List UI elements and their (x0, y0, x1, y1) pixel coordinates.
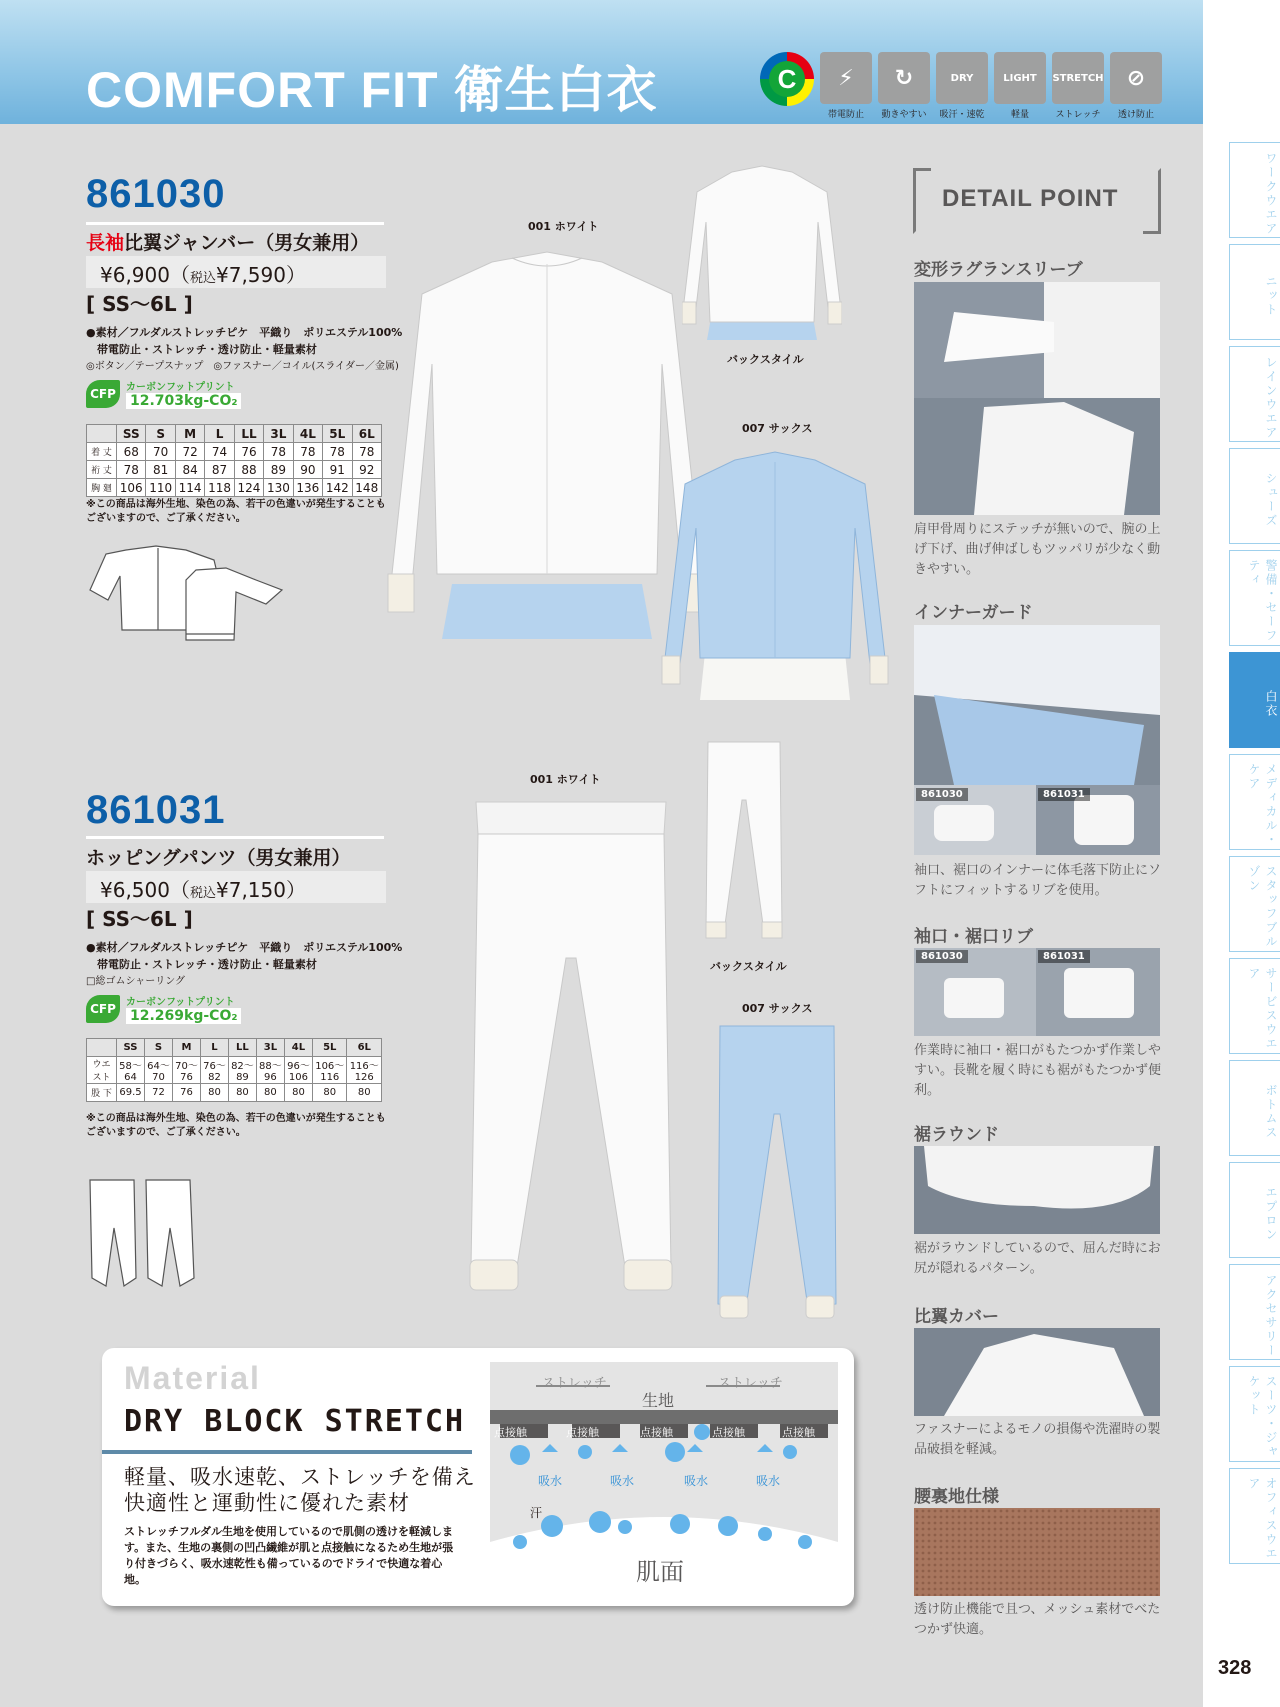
detail-heading: 袖口・裾口リブ (914, 927, 1033, 947)
table-cell: 148 (352, 479, 382, 497)
table-cell: 82〜89 (228, 1057, 256, 1084)
size-range: [ SS～6L ] (86, 907, 193, 931)
table-header-cell (87, 425, 117, 443)
table-cell: 80 (313, 1084, 347, 1102)
detail-text: 肩甲骨周りにステッチが無いので、腕の上げ下げ、曲げ伸ばしもツッパリが少なく動きやすい。 (914, 522, 1161, 577)
tab-medical-care[interactable]: メディカル・ケア (1229, 754, 1280, 850)
contact-label: 点接触 (640, 1426, 673, 1439)
table-cell: 64〜70 (144, 1057, 172, 1084)
tab-apron[interactable]: エプロン (1229, 1162, 1280, 1258)
table-header-cell: 3L (256, 1039, 284, 1057)
table-row (87, 1057, 382, 1084)
table-header-cell: M (175, 425, 204, 443)
header-banner (0, 0, 1203, 124)
table-header-cell: S (144, 1039, 172, 1057)
table-cell: 142 (323, 479, 352, 497)
table-cell: 80 (200, 1084, 228, 1102)
page-number: 328 (1218, 1657, 1252, 1679)
inner-guard-photo (914, 625, 1160, 785)
table-cell: 96〜106 (284, 1057, 312, 1084)
table-cell: ウエスト (87, 1057, 117, 1084)
detail-text: ファスナーによるモノの損傷や洗濯時の製品破損を軽減。 (914, 1422, 1161, 1457)
product-tag: 861030 (916, 788, 968, 801)
table-cell: 58〜64 (117, 1057, 145, 1084)
table-cell: 118 (205, 479, 234, 497)
cfp-badge: CFP カーボンフットプリント 12.703kg-CO₂ (86, 378, 241, 409)
detail-heading: 裾ラウンド (914, 1125, 999, 1145)
pants-white-photo (466, 798, 676, 1298)
table-header-cell: L (205, 425, 234, 443)
table-cell: 92 (352, 461, 382, 479)
table-header-cell: L (200, 1039, 228, 1057)
table-cell: 78 (352, 443, 382, 461)
detail-point-title: DETAIL POINT (942, 185, 1119, 212)
jacket-back-photo (682, 162, 842, 342)
tab-shoes[interactable]: シューズ (1229, 448, 1280, 544)
table-cell: 78 (293, 443, 322, 461)
table-header-cell (87, 1039, 117, 1057)
table-cell: 胸 廻 (87, 479, 117, 497)
tab-suit-jacket[interactable]: スーツ・ジャケット (1229, 1366, 1280, 1462)
stretch-label-right: ストレッチ (718, 1376, 783, 1391)
table-cell: 88〜96 (256, 1057, 284, 1084)
table-cell: 78 (323, 443, 352, 461)
stretch-label-left: ストレッチ (542, 1376, 607, 1391)
table-cell: 110 (146, 479, 175, 497)
table-header-cell: SS (117, 1039, 145, 1057)
jacket-sax-photo (660, 448, 890, 703)
price-box: ¥6,900（税込¥7,590） (86, 256, 386, 288)
cfp-leaf-icon: CFP (86, 995, 120, 1023)
tab-hakui[interactable]: 白衣 (1229, 652, 1280, 748)
spec-notes: □総ゴムシャーリング (86, 976, 186, 987)
table-cell: 106 (117, 479, 146, 497)
table-cell: 80 (284, 1084, 312, 1102)
light-icon: LIGHT (994, 52, 1046, 104)
table-row (87, 443, 382, 461)
table-row (87, 461, 382, 479)
table-header-cell: 5L (323, 425, 352, 443)
color-label-white: 001 ホワイト (528, 220, 599, 233)
material-label: Material (124, 1360, 261, 1396)
spec-text: ●素材／フルダルストレッチピケ 平織り ポリエステル100% 帯電防止・ストレッチ・透け防止・軽量素材 (86, 941, 403, 971)
material-panel (102, 1348, 854, 1606)
product-tag: 861031 (1038, 788, 1090, 801)
table-cell: 76 (172, 1084, 200, 1102)
size-table (86, 1038, 382, 1102)
table-cell: 78 (117, 461, 146, 479)
table-cell: 69.5 (117, 1084, 145, 1102)
lightning-icon: ⚡ (820, 52, 872, 104)
tab-accessory[interactable]: アクセサリー (1229, 1264, 1280, 1360)
antistatic-feature: ⚡ 帯電防止 (820, 52, 872, 120)
table-cell: 72 (144, 1084, 172, 1102)
table-cell: 136 (293, 479, 322, 497)
contact-label: 点接触 (494, 1426, 527, 1439)
detail-text: 透け防止機能で且つ、メッシュ素材でべたつかず快適。 (914, 1602, 1161, 1637)
size-range: [ SS～6L ] (86, 292, 193, 316)
table-cell: 116〜126 (347, 1057, 382, 1084)
color-note: ※この商品は海外生地、染色の為、若干の色違いが発生することもございますので、ご了承ください。 (86, 499, 386, 524)
table-cell: 74 (205, 443, 234, 461)
pants-sax-photo (716, 1024, 838, 1330)
table-cell: 80 (256, 1084, 284, 1102)
table-cell: 91 (323, 461, 352, 479)
table-cell: 80 (347, 1084, 382, 1102)
product-name: 長袖比翼ジャンバー（男女兼用） (86, 232, 370, 254)
back-style-label: バックスタイル (727, 353, 804, 366)
movement-feature: ↻ 動きやすい (878, 52, 930, 120)
table-cell: 90 (293, 461, 322, 479)
table-header-cell: 5L (313, 1039, 347, 1057)
table-cell: 着 丈 (87, 443, 117, 461)
table-header-cell: LL (234, 425, 263, 443)
spec-text: ●素材／フルダルストレッチピケ 平織り ポリエステル100% 帯電防止・ストレッチ・透け防止・軽量素材 (86, 326, 403, 356)
no-see-through-feature: ⊘ 透け防止 (1110, 52, 1162, 120)
material-lead: 軽量、吸水速乾、ストレッチを備え 快適性と運動性に優れた素材 (124, 1465, 476, 1515)
table-header-cell: SS (117, 425, 146, 443)
tab-rainwear[interactable]: レインウエア (1229, 346, 1280, 442)
table-cell: 68 (117, 443, 146, 461)
detail-heading: 腰裏地仕様 (914, 1487, 999, 1507)
divider (86, 836, 384, 839)
detail-text: 作業時に袖口・裾口がもたつかず作業しやすい。長靴を履く時にも裾がもたつかず便利。 (914, 1043, 1162, 1098)
table-cell: 88 (234, 461, 263, 479)
table-header-cell: 4L (293, 425, 322, 443)
sweat-label: 汗 (530, 1506, 543, 1520)
dry-feature: DRY 吸汗・速乾 (936, 52, 988, 120)
detail-heading: インナーガード (914, 603, 1033, 623)
table-cell: 89 (264, 461, 293, 479)
no-see-through-icon: ⊘ (1110, 52, 1162, 104)
table-cell: 106〜116 (313, 1057, 347, 1084)
table-header-cell: S (146, 425, 175, 443)
detail-heading: 比翼カバー (914, 1307, 999, 1327)
color-label-sax: 007 サックス (742, 422, 813, 435)
stretch-icon: STRETCH (1052, 52, 1104, 104)
table-cell: 114 (175, 479, 204, 497)
material-description: ストレッチフルダル生地を使用しているので肌側の透けを軽減します。また、生地の裏側の凹凸繊維が肌と点接触になるため生地が張り付きづらく、吸水速乾性も備っているのでドライで快適な着心地。 (124, 1525, 454, 1586)
table-row (87, 479, 382, 497)
pants-back-photo (704, 740, 784, 945)
skin-label: 肌面 (636, 1558, 684, 1586)
tab-staff-blouson[interactable]: スタッフブルゾン (1229, 856, 1280, 952)
feature-icons (760, 52, 1162, 120)
table-cell: 72 (175, 443, 204, 461)
contact-label: 点接触 (566, 1426, 599, 1439)
product-tag: 861031 (1038, 950, 1090, 963)
spec-notes: ◎ボタン／テープスナップ ◎ファスナー／コイル(スライダー／金属) (86, 361, 399, 372)
round-hem-photo (914, 1146, 1160, 1234)
table-cell: 124 (234, 479, 263, 497)
product-tag: 861030 (916, 950, 968, 963)
size-table (86, 424, 382, 497)
table-cell: 70〜76 (172, 1057, 200, 1084)
tab-service-wear[interactable]: サービスウエア (1229, 958, 1280, 1054)
divider (102, 1450, 472, 1454)
table-cell: 84 (175, 461, 204, 479)
color-note: ※この商品は海外生地、染色の為、若干の色違いが発生することもございますので、ご了承ください。 (86, 1113, 386, 1138)
cfp-badge: CFP カーボンフットプリント 12.269kg-CO₂ (86, 993, 241, 1024)
absorb-label: 吸水 (756, 1474, 781, 1488)
product-name: ホッピングパンツ（男女兼用） (86, 847, 351, 869)
carbon-c-icon: C (760, 52, 814, 106)
stretch-feature: STRETCH ストレッチ (1052, 52, 1104, 120)
table-cell: 股 下 (87, 1084, 117, 1102)
pants-sketch (86, 1178, 202, 1294)
table-header-cell: 4L (284, 1039, 312, 1057)
product-code-861031: 861031 (86, 788, 226, 832)
back-style-label: バックスタイル (710, 960, 787, 973)
color-label-white: 001 ホワイト (530, 773, 601, 786)
contact-label: 点接触 (712, 1426, 745, 1439)
absorb-label: 吸水 (684, 1474, 709, 1488)
table-cell: 76 (234, 443, 263, 461)
table-header-cell: 6L (347, 1039, 382, 1057)
fabric-label: 生地 (642, 1391, 675, 1410)
color-label-sax: 007 サックス (742, 1002, 813, 1015)
table-header-cell: 3L (264, 425, 293, 443)
tab-bottoms[interactable]: ボトムス (1229, 1060, 1280, 1156)
jacket-sketch (86, 540, 286, 672)
detail-text: 裾がラウンドしているので、屈んだ時にお尻が隠れるパターン。 (914, 1241, 1161, 1276)
table-header-cell: LL (228, 1039, 256, 1057)
raglan-sleeve-photo (914, 282, 1160, 515)
table-header-cell: 6L (352, 425, 382, 443)
divider (86, 222, 384, 225)
fabric-diagram (490, 1362, 838, 1590)
waist-lining-photo (914, 1508, 1160, 1596)
page-title: COMFORT FIT 衛生白衣 (86, 62, 658, 118)
table-row (87, 1084, 382, 1102)
table-cell: 70 (146, 443, 175, 461)
product-code-861030: 861030 (86, 172, 226, 216)
table-cell: 裄 丈 (87, 461, 117, 479)
table-cell: 78 (264, 443, 293, 461)
contact-label: 点接触 (782, 1426, 815, 1439)
light-feature: LIGHT 軽量 (994, 52, 1046, 120)
table-header-cell: M (172, 1039, 200, 1057)
placket-cover-photo (914, 1328, 1160, 1416)
table-cell: 81 (146, 461, 175, 479)
detail-text: 袖口、裾口のインナーに体毛落下防止にソフトにフィットするリブを使用。 (914, 863, 1162, 898)
cfp-leaf-icon: CFP (86, 380, 120, 408)
absorb-label: 吸水 (610, 1474, 635, 1488)
table-cell: 76〜82 (200, 1057, 228, 1084)
dry-icon: DRY (936, 52, 988, 104)
tab-office-wear[interactable]: オフィスウエア (1229, 1468, 1280, 1564)
table-cell: 87 (205, 461, 234, 479)
table-cell: 130 (264, 479, 293, 497)
tab-knit[interactable]: ニット (1229, 244, 1280, 340)
price-box: ¥6,500（税込¥7,150） (86, 871, 386, 903)
tab-security-safety[interactable]: 警備・セーフティ (1229, 550, 1280, 646)
tab-workwear[interactable]: ワークウエア (1229, 142, 1280, 238)
material-name: DRY BLOCK STRETCH (124, 1404, 466, 1439)
stretch-arm-icon: ↻ (878, 52, 930, 104)
absorb-label: 吸水 (538, 1474, 563, 1488)
table-cell: 80 (228, 1084, 256, 1102)
detail-heading: 変形ラグランスリーブ (914, 260, 1083, 280)
